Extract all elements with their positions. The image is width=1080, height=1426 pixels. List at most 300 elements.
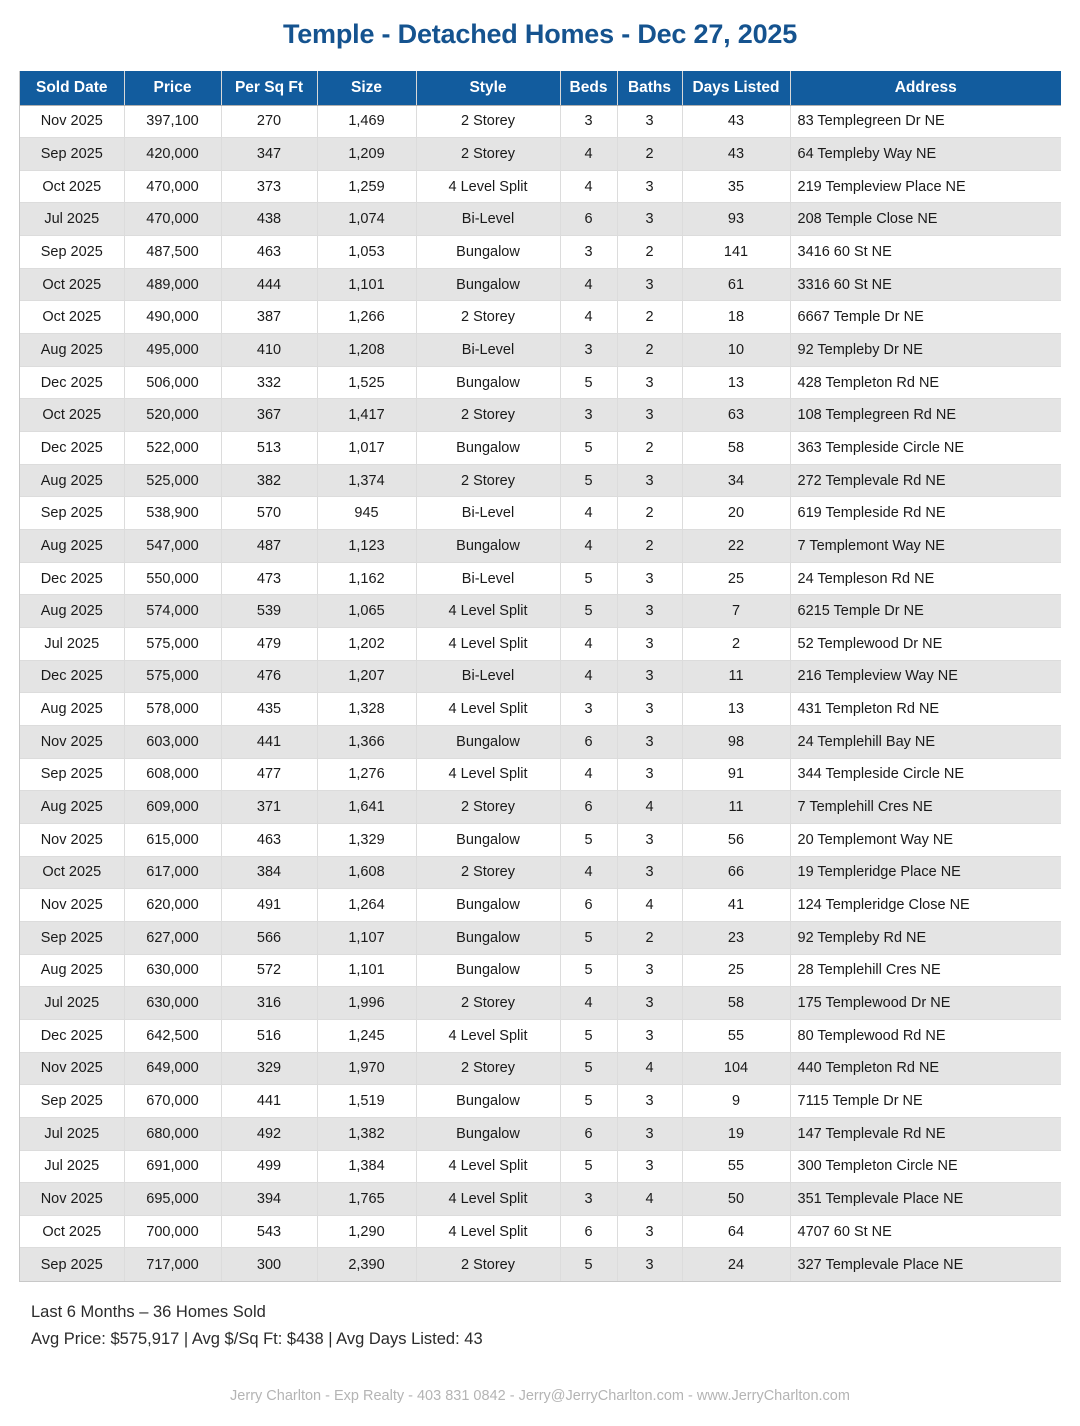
- cell-baths: 3: [617, 693, 682, 726]
- cell-baths: 4: [617, 889, 682, 922]
- cell-days-listed: 64: [682, 1215, 790, 1248]
- cell-style: Bungalow: [416, 530, 560, 563]
- column-header-baths[interactable]: Baths: [617, 71, 682, 105]
- cell-beds: 3: [560, 105, 617, 138]
- cell-sold-date: Jul 2025: [20, 987, 124, 1020]
- table-row[interactable]: [20, 138, 1061, 171]
- cell-price: 506,000: [124, 366, 221, 399]
- cell-address: 83 Templegreen Dr NE: [790, 105, 1061, 138]
- table-row[interactable]: [20, 530, 1061, 563]
- cell-size: 1,209: [317, 138, 416, 171]
- cell-days-listed: 61: [682, 268, 790, 301]
- cell-baths: 3: [617, 464, 682, 497]
- cell-per-sq-ft: 566: [221, 921, 317, 954]
- cell-per-sq-ft: 441: [221, 1085, 317, 1118]
- cell-beds: 4: [560, 138, 617, 171]
- cell-address: 219 Templeview Place NE: [790, 170, 1061, 203]
- cell-sold-date: Nov 2025: [20, 823, 124, 856]
- cell-sold-date: Dec 2025: [20, 432, 124, 465]
- cell-style: Bi-Level: [416, 334, 560, 367]
- table-row[interactable]: [20, 301, 1061, 334]
- cell-style: 2 Storey: [416, 1248, 560, 1281]
- cell-style: 2 Storey: [416, 399, 560, 432]
- cell-days-listed: 55: [682, 1150, 790, 1183]
- cell-sold-date: Aug 2025: [20, 595, 124, 628]
- cell-per-sq-ft: 438: [221, 203, 317, 236]
- cell-style: 4 Level Split: [416, 1150, 560, 1183]
- column-header-per-sq-ft[interactable]: Per Sq Ft: [221, 71, 317, 105]
- cell-per-sq-ft: 477: [221, 758, 317, 791]
- contact-footer: Jerry Charlton - Exp Realty - 403 831 0842 - Jerry@JerryCharlton.com - www.JerryCharlton.com: [230, 1388, 850, 1404]
- cell-price: 691,000: [124, 1150, 221, 1183]
- cell-price: 520,000: [124, 399, 221, 432]
- table-row[interactable]: [20, 464, 1061, 497]
- cell-size: 1,017: [317, 432, 416, 465]
- cell-baths: 3: [617, 758, 682, 791]
- cell-style: 4 Level Split: [416, 1183, 560, 1216]
- cell-sold-date: Jul 2025: [20, 1117, 124, 1150]
- cell-beds: 5: [560, 1085, 617, 1118]
- table-row[interactable]: [20, 823, 1061, 856]
- cell-baths: 3: [617, 268, 682, 301]
- cell-beds: 5: [560, 921, 617, 954]
- cell-beds: 3: [560, 334, 617, 367]
- cell-beds: 4: [560, 530, 617, 563]
- cell-per-sq-ft: 347: [221, 138, 317, 171]
- cell-style: Bi-Level: [416, 497, 560, 530]
- cell-beds: 4: [560, 268, 617, 301]
- cell-days-listed: 50: [682, 1183, 790, 1216]
- column-header-address[interactable]: Address: [790, 71, 1061, 105]
- cell-style: Bungalow: [416, 236, 560, 269]
- table-row[interactable]: [20, 987, 1061, 1020]
- cell-sold-date: Oct 2025: [20, 268, 124, 301]
- table-row[interactable]: [20, 497, 1061, 530]
- cell-price: 470,000: [124, 203, 221, 236]
- cell-price: 603,000: [124, 725, 221, 758]
- cell-price: 670,000: [124, 1085, 221, 1118]
- cell-price: 609,000: [124, 791, 221, 824]
- cell-price: 680,000: [124, 1117, 221, 1150]
- cell-days-listed: 58: [682, 432, 790, 465]
- column-header-sold-date[interactable]: Sold Date: [20, 71, 124, 105]
- cell-baths: 2: [617, 921, 682, 954]
- table-row[interactable]: [20, 1019, 1061, 1052]
- cell-size: 1,074: [317, 203, 416, 236]
- summary-averages: Avg Price: $575,917 | Avg $/Sq Ft: $438 | Avg Days Listed: 43: [31, 1329, 483, 1348]
- cell-price: 489,000: [124, 268, 221, 301]
- cell-days-listed: 22: [682, 530, 790, 563]
- cell-style: Bi-Level: [416, 203, 560, 236]
- cell-days-listed: 18: [682, 301, 790, 334]
- cell-beds: 4: [560, 758, 617, 791]
- cell-price: 547,000: [124, 530, 221, 563]
- cell-size: 1,970: [317, 1052, 416, 1085]
- cell-sold-date: Aug 2025: [20, 464, 124, 497]
- cell-sold-date: Aug 2025: [20, 791, 124, 824]
- cell-size: 1,101: [317, 954, 416, 987]
- cell-days-listed: 91: [682, 758, 790, 791]
- cell-per-sq-ft: 332: [221, 366, 317, 399]
- cell-address: 216 Templeview Way NE: [790, 660, 1061, 693]
- table-row[interactable]: [20, 562, 1061, 595]
- cell-address: 431 Templeton Rd NE: [790, 693, 1061, 726]
- table-row[interactable]: [20, 954, 1061, 987]
- cell-price: 495,000: [124, 334, 221, 367]
- cell-days-listed: 141: [682, 236, 790, 269]
- cell-per-sq-ft: 441: [221, 725, 317, 758]
- cell-size: 1,053: [317, 236, 416, 269]
- cell-baths: 4: [617, 791, 682, 824]
- cell-address: 344 Templeside Circle NE: [790, 758, 1061, 791]
- page-title: Temple - Detached Homes - Dec 27, 2025: [282, 19, 798, 49]
- cell-beds: 4: [560, 497, 617, 530]
- cell-per-sq-ft: 463: [221, 823, 317, 856]
- cell-baths: 3: [617, 366, 682, 399]
- table-row[interactable]: [20, 334, 1061, 367]
- cell-size: 1,374: [317, 464, 416, 497]
- table-header-row: [20, 71, 1061, 105]
- cell-sold-date: Nov 2025: [20, 889, 124, 922]
- cell-address: 147 Templevale Rd NE: [790, 1117, 1061, 1150]
- cell-size: 1,366: [317, 725, 416, 758]
- cell-days-listed: 25: [682, 562, 790, 595]
- table-row[interactable]: [20, 399, 1061, 432]
- cell-address: 92 Templeby Dr NE: [790, 334, 1061, 367]
- cell-sold-date: Nov 2025: [20, 1183, 124, 1216]
- cell-days-listed: 11: [682, 660, 790, 693]
- cell-address: 272 Templevale Rd NE: [790, 464, 1061, 497]
- column-header-style[interactable]: Style: [416, 71, 560, 105]
- cell-per-sq-ft: 394: [221, 1183, 317, 1216]
- cell-days-listed: 58: [682, 987, 790, 1020]
- table-row[interactable]: [20, 660, 1061, 693]
- cell-price: 630,000: [124, 954, 221, 987]
- cell-style: 2 Storey: [416, 138, 560, 171]
- cell-beds: 4: [560, 628, 617, 661]
- cell-size: 2,390: [317, 1248, 416, 1281]
- cell-baths: 3: [617, 823, 682, 856]
- cell-size: 1,641: [317, 791, 416, 824]
- table-row[interactable]: [20, 1150, 1061, 1183]
- cell-style: 4 Level Split: [416, 693, 560, 726]
- cell-beds: 3: [560, 236, 617, 269]
- cell-price: 575,000: [124, 628, 221, 661]
- cell-per-sq-ft: 410: [221, 334, 317, 367]
- cell-beds: 6: [560, 1117, 617, 1150]
- table-row[interactable]: [20, 758, 1061, 791]
- cell-sold-date: Aug 2025: [20, 693, 124, 726]
- cell-size: 1,469: [317, 105, 416, 138]
- cell-address: 20 Templemont Way NE: [790, 823, 1061, 856]
- cell-sold-date: Nov 2025: [20, 725, 124, 758]
- cell-beds: 5: [560, 954, 617, 987]
- cell-size: 1,162: [317, 562, 416, 595]
- cell-style: Bi-Level: [416, 660, 560, 693]
- cell-address: 440 Templeton Rd NE: [790, 1052, 1061, 1085]
- table-row[interactable]: [20, 856, 1061, 889]
- cell-days-listed: 55: [682, 1019, 790, 1052]
- cell-baths: 2: [617, 432, 682, 465]
- table-row[interactable]: [20, 1215, 1061, 1248]
- cell-address: 28 Templehill Cres NE: [790, 954, 1061, 987]
- cell-beds: 5: [560, 432, 617, 465]
- cell-days-listed: 93: [682, 203, 790, 236]
- cell-days-listed: 98: [682, 725, 790, 758]
- cell-days-listed: 10: [682, 334, 790, 367]
- cell-baths: 3: [617, 954, 682, 987]
- cell-days-listed: 34: [682, 464, 790, 497]
- cell-style: Bungalow: [416, 725, 560, 758]
- cell-beds: 3: [560, 399, 617, 432]
- cell-price: 717,000: [124, 1248, 221, 1281]
- cell-days-listed: 7: [682, 595, 790, 628]
- table-row[interactable]: [20, 725, 1061, 758]
- cell-sold-date: Aug 2025: [20, 954, 124, 987]
- cell-style: 4 Level Split: [416, 1215, 560, 1248]
- cell-style: 2 Storey: [416, 105, 560, 138]
- cell-address: 124 Templeridge Close NE: [790, 889, 1061, 922]
- cell-style: Bi-Level: [416, 562, 560, 595]
- cell-style: Bungalow: [416, 921, 560, 954]
- table-row[interactable]: [20, 1248, 1061, 1281]
- cell-sold-date: Sep 2025: [20, 758, 124, 791]
- cell-days-listed: 9: [682, 1085, 790, 1118]
- cell-size: 1,525: [317, 366, 416, 399]
- cell-price: 617,000: [124, 856, 221, 889]
- cell-sold-date: Sep 2025: [20, 138, 124, 171]
- cell-style: 4 Level Split: [416, 1019, 560, 1052]
- cell-price: 578,000: [124, 693, 221, 726]
- cell-size: 1,382: [317, 1117, 416, 1150]
- cell-style: Bungalow: [416, 954, 560, 987]
- cell-per-sq-ft: 444: [221, 268, 317, 301]
- cell-beds: 6: [560, 791, 617, 824]
- cell-style: 2 Storey: [416, 856, 560, 889]
- table-row[interactable]: [20, 236, 1061, 269]
- table-row[interactable]: [20, 432, 1061, 465]
- cell-price: 615,000: [124, 823, 221, 856]
- cell-size: 1,123: [317, 530, 416, 563]
- cell-sold-date: Aug 2025: [20, 530, 124, 563]
- cell-per-sq-ft: 270: [221, 105, 317, 138]
- table-header: [20, 71, 1061, 105]
- cell-per-sq-ft: 492: [221, 1117, 317, 1150]
- cell-baths: 3: [617, 1248, 682, 1281]
- cell-beds: 3: [560, 693, 617, 726]
- cell-address: 24 Templehill Bay NE: [790, 725, 1061, 758]
- cell-beds: 5: [560, 562, 617, 595]
- cell-days-listed: 13: [682, 366, 790, 399]
- cell-baths: 3: [617, 1150, 682, 1183]
- cell-per-sq-ft: 463: [221, 236, 317, 269]
- cell-days-listed: 23: [682, 921, 790, 954]
- table-row[interactable]: [20, 105, 1061, 138]
- table-row[interactable]: [20, 1052, 1061, 1085]
- cell-style: Bungalow: [416, 432, 560, 465]
- cell-beds: 5: [560, 464, 617, 497]
- cell-baths: 3: [617, 628, 682, 661]
- cell-address: 7 Templemont Way NE: [790, 530, 1061, 563]
- cell-per-sq-ft: 435: [221, 693, 317, 726]
- cell-days-listed: 25: [682, 954, 790, 987]
- cell-price: 575,000: [124, 660, 221, 693]
- cell-days-listed: 63: [682, 399, 790, 432]
- cell-size: 1,519: [317, 1085, 416, 1118]
- cell-address: 80 Templewood Rd NE: [790, 1019, 1061, 1052]
- cell-address: 3416 60 St NE: [790, 236, 1061, 269]
- cell-per-sq-ft: 491: [221, 889, 317, 922]
- cell-size: 1,207: [317, 660, 416, 693]
- cell-per-sq-ft: 499: [221, 1150, 317, 1183]
- cell-size: 1,208: [317, 334, 416, 367]
- table-row[interactable]: [20, 791, 1061, 824]
- cell-address: 7115 Temple Dr NE: [790, 1085, 1061, 1118]
- cell-price: 490,000: [124, 301, 221, 334]
- cell-size: 1,328: [317, 693, 416, 726]
- cell-beds: 4: [560, 301, 617, 334]
- table-row[interactable]: [20, 203, 1061, 236]
- cell-per-sq-ft: 516: [221, 1019, 317, 1052]
- cell-size: 1,329: [317, 823, 416, 856]
- cell-style: 2 Storey: [416, 791, 560, 824]
- cell-style: 2 Storey: [416, 1052, 560, 1085]
- cell-per-sq-ft: 539: [221, 595, 317, 628]
- cell-beds: 4: [560, 987, 617, 1020]
- cell-address: 327 Templevale Place NE: [790, 1248, 1061, 1281]
- cell-per-sq-ft: 367: [221, 399, 317, 432]
- cell-beds: 5: [560, 1019, 617, 1052]
- column-header-price[interactable]: Price: [124, 71, 221, 105]
- cell-sold-date: Nov 2025: [20, 1052, 124, 1085]
- table-row[interactable]: [20, 921, 1061, 954]
- cell-style: 4 Level Split: [416, 758, 560, 791]
- cell-days-listed: 56: [682, 823, 790, 856]
- cell-baths: 4: [617, 1183, 682, 1216]
- table-row[interactable]: [20, 628, 1061, 661]
- cell-beds: 4: [560, 170, 617, 203]
- cell-sold-date: Oct 2025: [20, 301, 124, 334]
- cell-style: Bungalow: [416, 823, 560, 856]
- cell-baths: 3: [617, 170, 682, 203]
- cell-style: 4 Level Split: [416, 595, 560, 628]
- cell-size: 1,765: [317, 1183, 416, 1216]
- cell-sold-date: Dec 2025: [20, 562, 124, 595]
- cell-per-sq-ft: 384: [221, 856, 317, 889]
- cell-style: Bungalow: [416, 268, 560, 301]
- cell-price: 397,100: [124, 105, 221, 138]
- table-row[interactable]: [20, 889, 1061, 922]
- cell-address: 363 Templeside Circle NE: [790, 432, 1061, 465]
- cell-baths: 2: [617, 497, 682, 530]
- cell-price: 470,000: [124, 170, 221, 203]
- cell-days-listed: 24: [682, 1248, 790, 1281]
- cell-baths: 2: [617, 301, 682, 334]
- cell-size: 1,245: [317, 1019, 416, 1052]
- cell-per-sq-ft: 329: [221, 1052, 317, 1085]
- cell-price: 550,000: [124, 562, 221, 595]
- cell-baths: 2: [617, 334, 682, 367]
- cell-days-listed: 2: [682, 628, 790, 661]
- cell-address: 52 Templewood Dr NE: [790, 628, 1061, 661]
- cell-address: 3316 60 St NE: [790, 268, 1061, 301]
- cell-beds: 6: [560, 203, 617, 236]
- table-row[interactable]: [20, 366, 1061, 399]
- cell-per-sq-ft: 476: [221, 660, 317, 693]
- column-header-beds[interactable]: Beds: [560, 71, 617, 105]
- table-row[interactable]: [20, 170, 1061, 203]
- cell-days-listed: 11: [682, 791, 790, 824]
- cell-price: 574,000: [124, 595, 221, 628]
- cell-per-sq-ft: 382: [221, 464, 317, 497]
- cell-style: Bungalow: [416, 366, 560, 399]
- cell-sold-date: Sep 2025: [20, 921, 124, 954]
- cell-style: 2 Storey: [416, 464, 560, 497]
- cell-sold-date: Oct 2025: [20, 1215, 124, 1248]
- summary-block: [31, 1299, 1080, 1353]
- cell-baths: 3: [617, 725, 682, 758]
- cell-days-listed: 66: [682, 856, 790, 889]
- cell-address: 92 Templeby Rd NE: [790, 921, 1061, 954]
- cell-days-listed: 35: [682, 170, 790, 203]
- cell-size: 1,259: [317, 170, 416, 203]
- table-row[interactable]: [20, 1183, 1061, 1216]
- cell-price: 608,000: [124, 758, 221, 791]
- cell-beds: 5: [560, 1052, 617, 1085]
- cell-address: 24 Templeson Rd NE: [790, 562, 1061, 595]
- cell-address: 175 Templewood Dr NE: [790, 987, 1061, 1020]
- table-row[interactable]: [20, 1085, 1061, 1118]
- cell-beds: 5: [560, 823, 617, 856]
- cell-days-listed: 13: [682, 693, 790, 726]
- cell-sold-date: Jul 2025: [20, 628, 124, 661]
- cell-sold-date: Dec 2025: [20, 366, 124, 399]
- cell-style: 4 Level Split: [416, 628, 560, 661]
- cell-baths: 3: [617, 1019, 682, 1052]
- cell-size: 1,266: [317, 301, 416, 334]
- cell-days-listed: 104: [682, 1052, 790, 1085]
- table-row[interactable]: [20, 693, 1061, 726]
- cell-days-listed: 43: [682, 105, 790, 138]
- column-header-size[interactable]: Size: [317, 71, 416, 105]
- table-row[interactable]: [20, 595, 1061, 628]
- column-header-days-listed[interactable]: Days Listed: [682, 71, 790, 105]
- cell-price: 522,000: [124, 432, 221, 465]
- cell-price: 649,000: [124, 1052, 221, 1085]
- cell-days-listed: 41: [682, 889, 790, 922]
- cell-sold-date: Dec 2025: [20, 1019, 124, 1052]
- cell-sold-date: Oct 2025: [20, 856, 124, 889]
- cell-beds: 5: [560, 1150, 617, 1183]
- cell-baths: 2: [617, 236, 682, 269]
- cell-price: 538,900: [124, 497, 221, 530]
- cell-size: 1,107: [317, 921, 416, 954]
- cell-beds: 4: [560, 856, 617, 889]
- cell-baths: 3: [617, 595, 682, 628]
- cell-days-listed: 43: [682, 138, 790, 171]
- table-row[interactable]: [20, 268, 1061, 301]
- cell-address: 6215 Temple Dr NE: [790, 595, 1061, 628]
- cell-address: 7 Templehill Cres NE: [790, 791, 1061, 824]
- cell-per-sq-ft: 300: [221, 1248, 317, 1281]
- cell-per-sq-ft: 373: [221, 170, 317, 203]
- cell-days-listed: 19: [682, 1117, 790, 1150]
- cell-per-sq-ft: 316: [221, 987, 317, 1020]
- cell-size: 1,417: [317, 399, 416, 432]
- cell-size: 1,384: [317, 1150, 416, 1183]
- table-row[interactable]: [20, 1117, 1061, 1150]
- cell-style: 2 Storey: [416, 987, 560, 1020]
